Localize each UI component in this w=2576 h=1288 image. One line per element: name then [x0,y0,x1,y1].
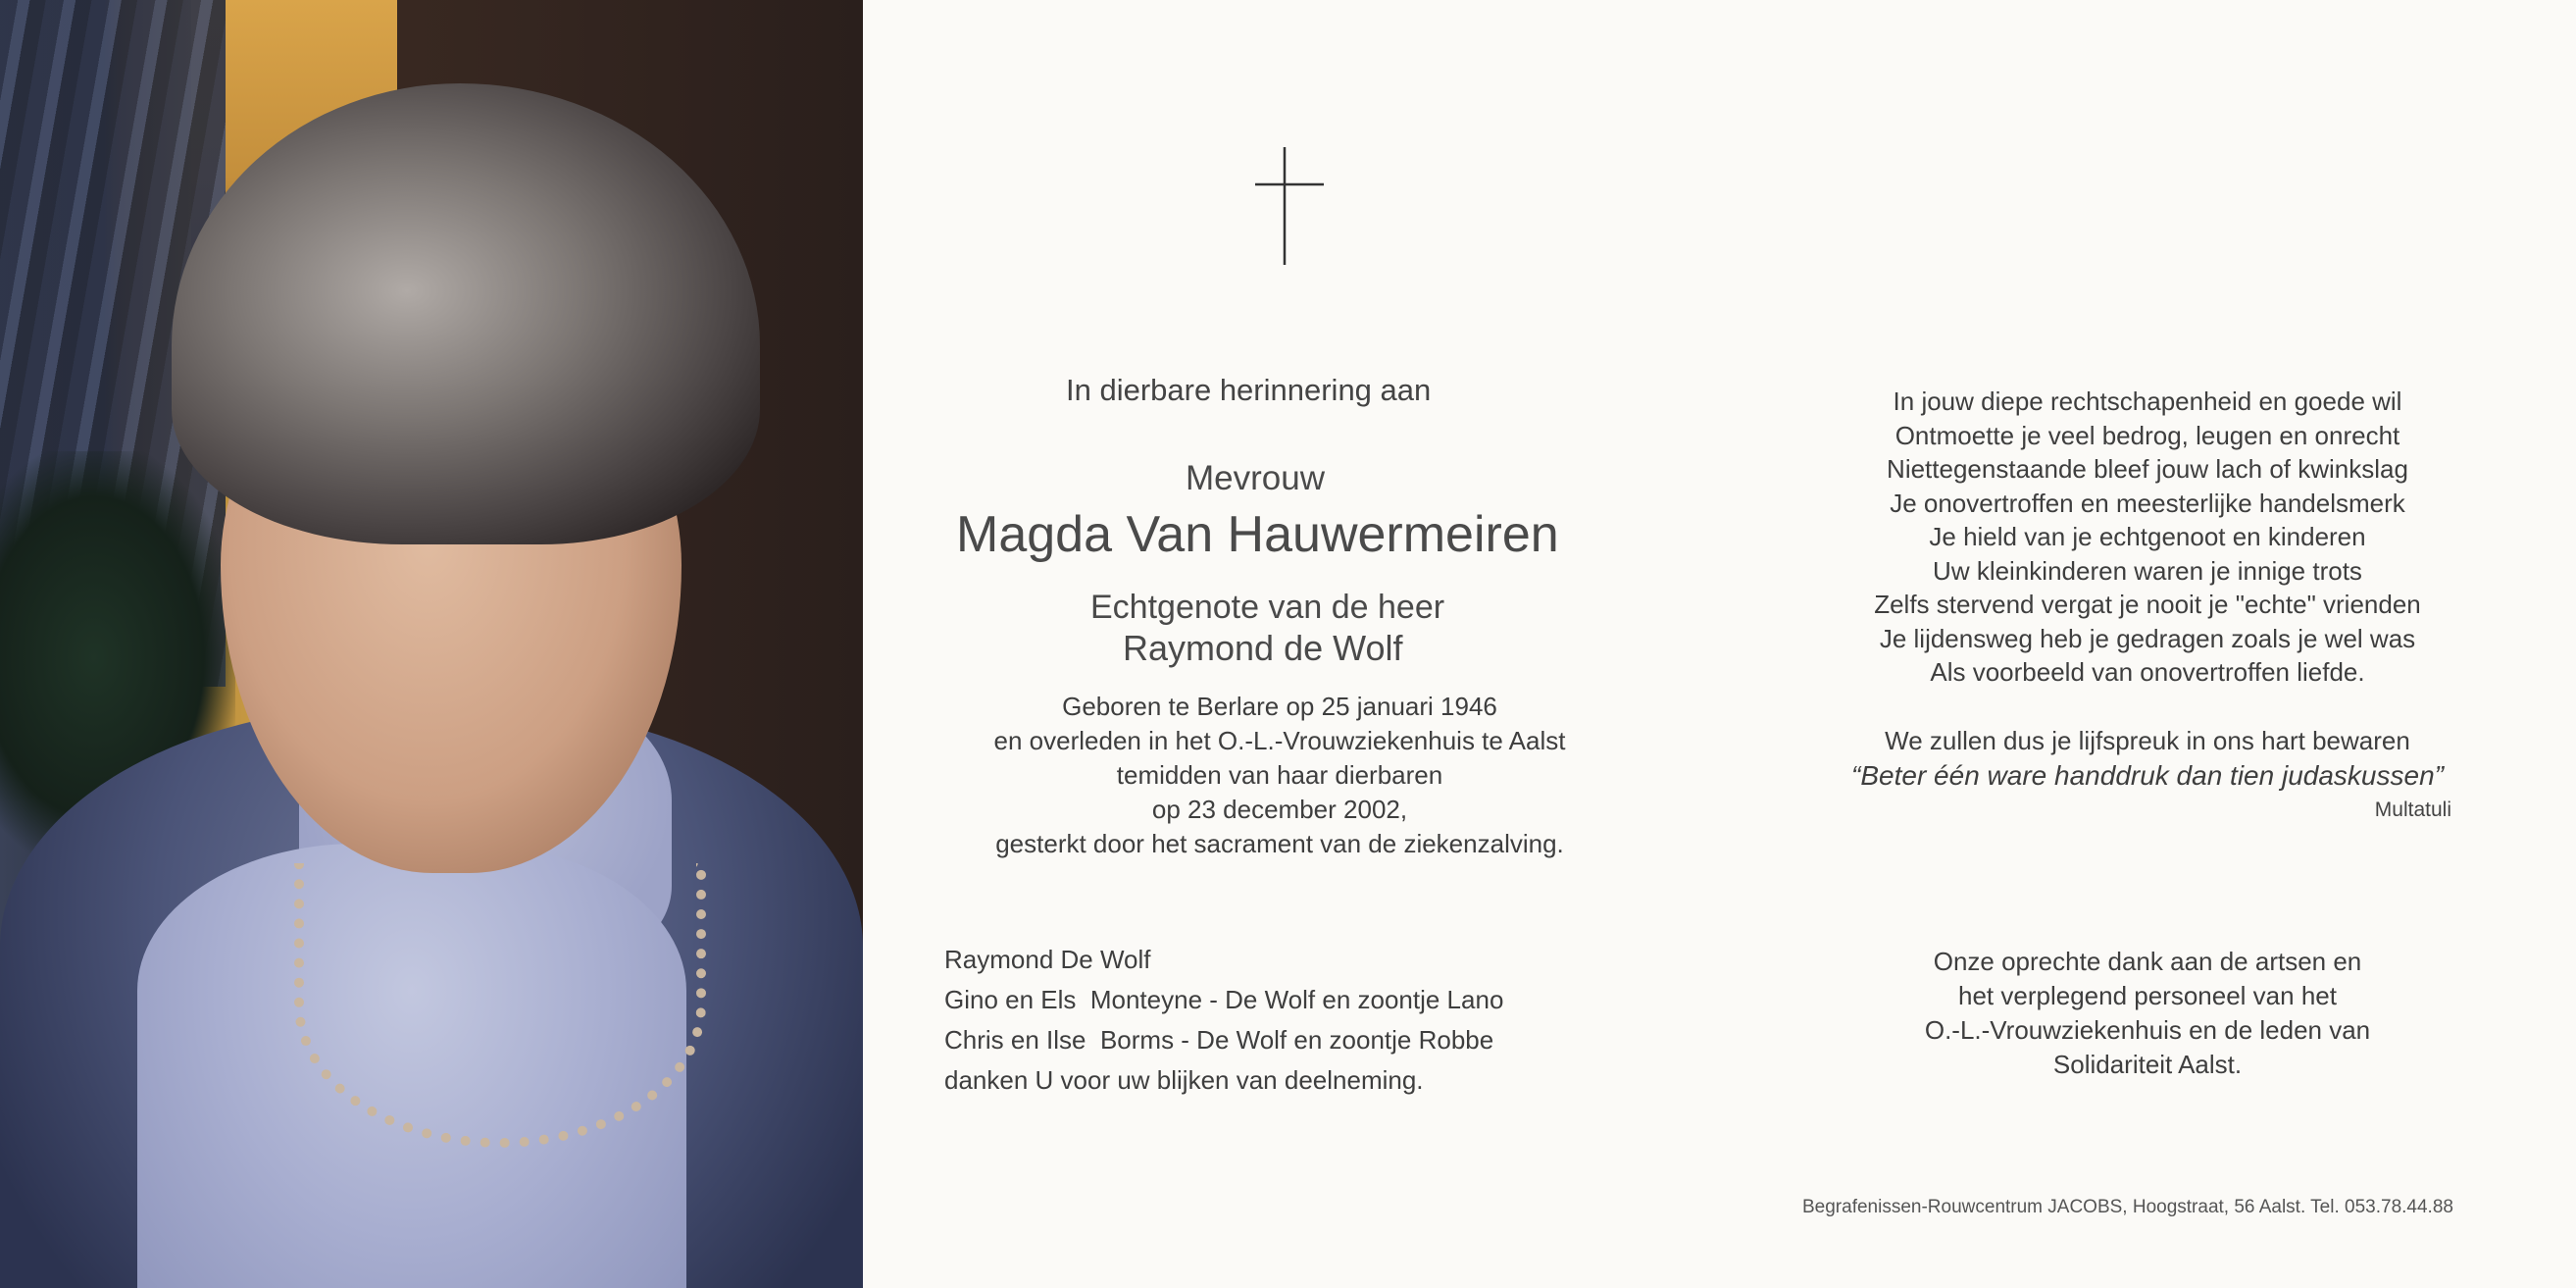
poem-line: Je lijdensweg heb je gedragen zoals je wel was [1879,623,2416,653]
honorific: Mevrouw [1186,459,1325,497]
motto-intro: We zullen dus je lijfspreuk in ons hart bewaren [1885,726,2410,755]
family-line: danken U voor uw blijken van deelneming. [944,1065,1424,1095]
bio-line: en overleden in het O.-L.-Vrouwziekenhuis te Aalst [993,726,1566,755]
bio-line: gesterkt door het sacrament van de ziekenzalving. [995,829,1564,858]
bio-line: temidden van haar dierbaren [1116,760,1443,790]
poem-line: In jouw diepe rechtschapenheid en goede wil [1893,386,2402,416]
family-block [944,940,1503,1101]
portrait-photo [0,0,863,1288]
thanks-line: O.-L.-Vrouwziekenhuis en de leden van [1924,1015,2371,1045]
thanks-line: Onze oprechte dank aan de artsen en [1933,947,2362,976]
bio-line: op 23 december 2002, [1151,795,1408,824]
thanks-line: Solidariteit Aalst. [2052,1050,2243,1079]
family-line: Gino en Els Monteyne - De Wolf en zoontje Lano [944,985,1504,1014]
motto-quote: “Beter één ware handdruk dan tien judaskussen” [1851,760,2444,791]
spouse-line: Echtgenote van de heer [1090,589,1445,626]
poem-line: Ontmoette je veel bedrog, leugen en onrecht [1894,420,2400,450]
funeral-home-footer: Begrafenissen-Rouwcentrum JACOBS, Hoogstraat, 56 Aalst. Tel. 053.78.44.88 [1802,1197,2453,1217]
deceased-name: Magda Van Hauwermeiren [956,506,1559,563]
bio-line: Geboren te Berlare op 25 januari 1946 [1062,692,1497,721]
photo-necklace [294,863,706,1148]
spouse-name: Raymond de Wolf [1123,628,1403,668]
thanks-block [1819,945,2476,1082]
thanks-line: het verplegend personeel van het [1958,981,2337,1010]
poem-line: Zelfs stervend vergat je nooit je "echte" vrienden [1874,590,2421,619]
family-line: Raymond De Wolf [944,945,1151,974]
poem-line: Niettegenstaande bleef jouw lach of kwinkslag [1887,454,2408,484]
poem-line: Uw kleinkinderen waren je innige trots [1933,555,2362,586]
cross-icon [1255,147,1324,265]
poem-line: Je onovertroffen en meesterlijke handelsmerk [1890,488,2405,518]
poem-block [1819,385,2476,690]
poem-line: Je hield van je echtgenoot en kinderen [1929,522,2366,551]
family-line: Chris en Ilse Borms - De Wolf en zoontje Robbe [944,1025,1494,1055]
motto-author: Multatuli [2374,799,2451,821]
intro-text: In dierbare herinnering aan [1066,373,1432,407]
poem-line: Als voorbeeld van onovertroffen liefde. [1930,657,2365,687]
bio-block [941,690,1618,861]
